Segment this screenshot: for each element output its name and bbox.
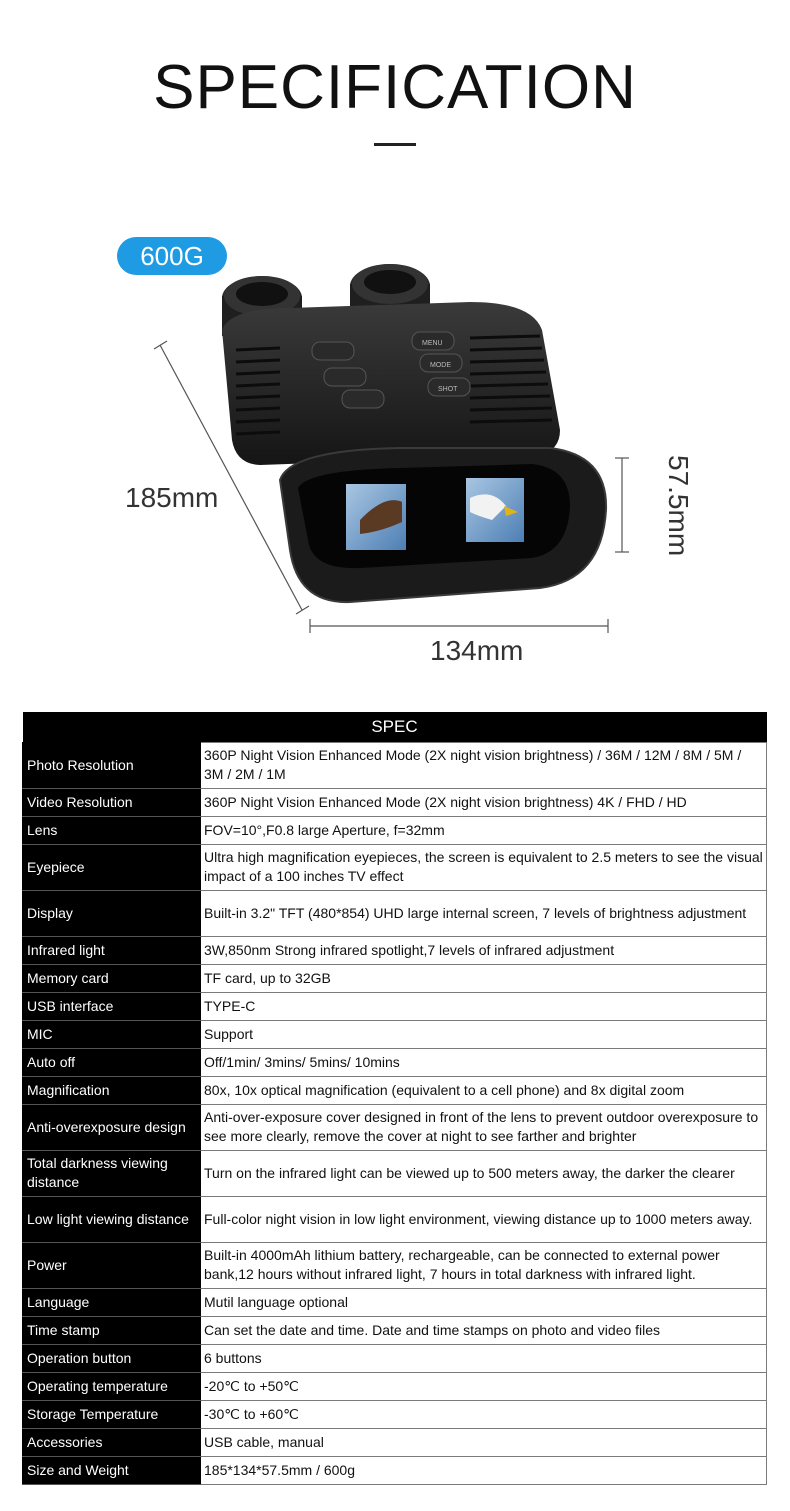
spec-row [23, 816, 767, 844]
spec-value: 80x, 10x optical magnification (equivalent to a cell phone) and 8x digital zoom [201, 1076, 767, 1104]
spec-label: Lens [23, 816, 201, 844]
dimension-length-label: 185mm [125, 482, 219, 513]
spec-label: Low light viewing distance [23, 1196, 201, 1242]
spec-value: 360P Night Vision Enhanced Mode (2X night vision brightness) / 36M / 12M / 8M / 5M / 3M / 2M / 1M [201, 742, 767, 788]
title-divider [374, 143, 416, 146]
spec-value: TYPE-C [201, 992, 767, 1020]
spec-label: USB interface [23, 992, 201, 1020]
spec-value: -30℃ to +60℃ [201, 1400, 767, 1428]
spec-label: Photo Resolution [23, 742, 201, 788]
spec-value: TF card, up to 32GB [201, 964, 767, 992]
spec-row [23, 1150, 767, 1196]
spec-value: 360P Night Vision Enhanced Mode (2X night vision brightness) 4K / FHD / HD [201, 788, 767, 816]
spec-label: Time stamp [23, 1316, 201, 1344]
spec-row [23, 1428, 767, 1456]
spec-row [23, 1288, 767, 1316]
spec-value: Built-in 3.2" TFT (480*854) UHD large internal screen, 7 levels of brightness adjustment [201, 890, 767, 936]
spec-row [23, 964, 767, 992]
spec-table [22, 712, 767, 1485]
spec-value: 3W,850nm Strong infrared spotlight,7 levels of infrared adjustment [201, 936, 767, 964]
spec-row [23, 1242, 767, 1288]
spec-label: Video Resolution [23, 788, 201, 816]
spec-label: Language [23, 1288, 201, 1316]
spec-value: Anti-over-exposure cover designed in front of the lens to prevent outdoor overexposure to see more clearly, remove the cover at night to see farther and brighter [201, 1104, 767, 1150]
dimension-line-height [615, 458, 629, 552]
spec-label: Accessories [23, 1428, 201, 1456]
spec-row [23, 742, 767, 788]
spec-value: Can set the date and time. Date and time stamps on photo and video files [201, 1316, 767, 1344]
spec-label: Auto off [23, 1048, 201, 1076]
spec-label: Operation button [23, 1344, 201, 1372]
spec-row [23, 788, 767, 816]
spec-value: Built-in 4000mAh lithium battery, rechargeable, can be connected to external power bank,12 hours without infrared light, 7 hours in total darkness with infrared light. [201, 1242, 767, 1288]
spec-value: Full-color night vision in low light environment, viewing distance up to 1000 meters away. [201, 1196, 767, 1242]
spec-row [23, 1344, 767, 1372]
spec-row [23, 1456, 767, 1484]
spec-row [23, 1076, 767, 1104]
eyepiece-screen [280, 448, 606, 602]
spec-label: Power [23, 1242, 201, 1288]
spec-value: 6 buttons [201, 1344, 767, 1372]
spec-value: Ultra high magnification eyepieces, the screen is equivalent to 2.5 meters to see the visual impact of a 100 inches TV effect [201, 844, 767, 890]
spec-label: Anti-overexposure design [23, 1104, 201, 1150]
spec-label: Memory card [23, 964, 201, 992]
shot-button-label: SHOT [438, 386, 458, 393]
dimension-width-label: 134mm [430, 635, 524, 666]
spec-label: MIC [23, 1020, 201, 1048]
spec-row [23, 936, 767, 964]
spec-row [23, 1020, 767, 1048]
spec-label: Size and Weight [23, 1456, 201, 1484]
spec-label: Eyepiece [23, 844, 201, 890]
spec-value: -20℃ to +50℃ [201, 1372, 767, 1400]
spec-label: Infrared light [23, 936, 201, 964]
spec-row [23, 1048, 767, 1076]
spec-row [23, 1400, 767, 1428]
spec-label: Operating temperature [23, 1372, 201, 1400]
spec-label: Magnification [23, 1076, 201, 1104]
spec-row [23, 992, 767, 1020]
spec-row [23, 1196, 767, 1242]
spec-value: Turn on the infrared light can be viewed up to 500 meters away, the darker the clearer [201, 1150, 767, 1196]
binocular-image [140, 250, 670, 670]
spec-label: Total darkness viewing distance [23, 1150, 201, 1196]
model-badge: 600G [117, 237, 227, 275]
spec-value: 185*134*57.5mm / 600g [201, 1456, 767, 1484]
spec-row [23, 1316, 767, 1344]
spec-value: USB cable, manual [201, 1428, 767, 1456]
spec-value: Support [201, 1020, 767, 1048]
spec-row [23, 1104, 767, 1150]
spec-value: Mutil language optional [201, 1288, 767, 1316]
spec-label: Storage Temperature [23, 1400, 201, 1428]
dimension-line-width [310, 619, 608, 633]
page-title: SPECIFICATION [153, 53, 637, 122]
spec-value: Off/1min/ 3mins/ 5mins/ 10mins [201, 1048, 767, 1076]
spec-table-heading: SPEC [23, 712, 767, 742]
spec-row [23, 1372, 767, 1400]
spec-row [23, 844, 767, 890]
spec-row [23, 890, 767, 936]
spec-value: FOV=10°,F0.8 large Aperture, f=32mm [201, 816, 767, 844]
mode-button-label: MODE [430, 362, 451, 369]
dimension-height-label: 57.5mm [663, 455, 694, 557]
menu-button-label: MENU [422, 340, 443, 347]
spec-label: Display [23, 890, 201, 936]
